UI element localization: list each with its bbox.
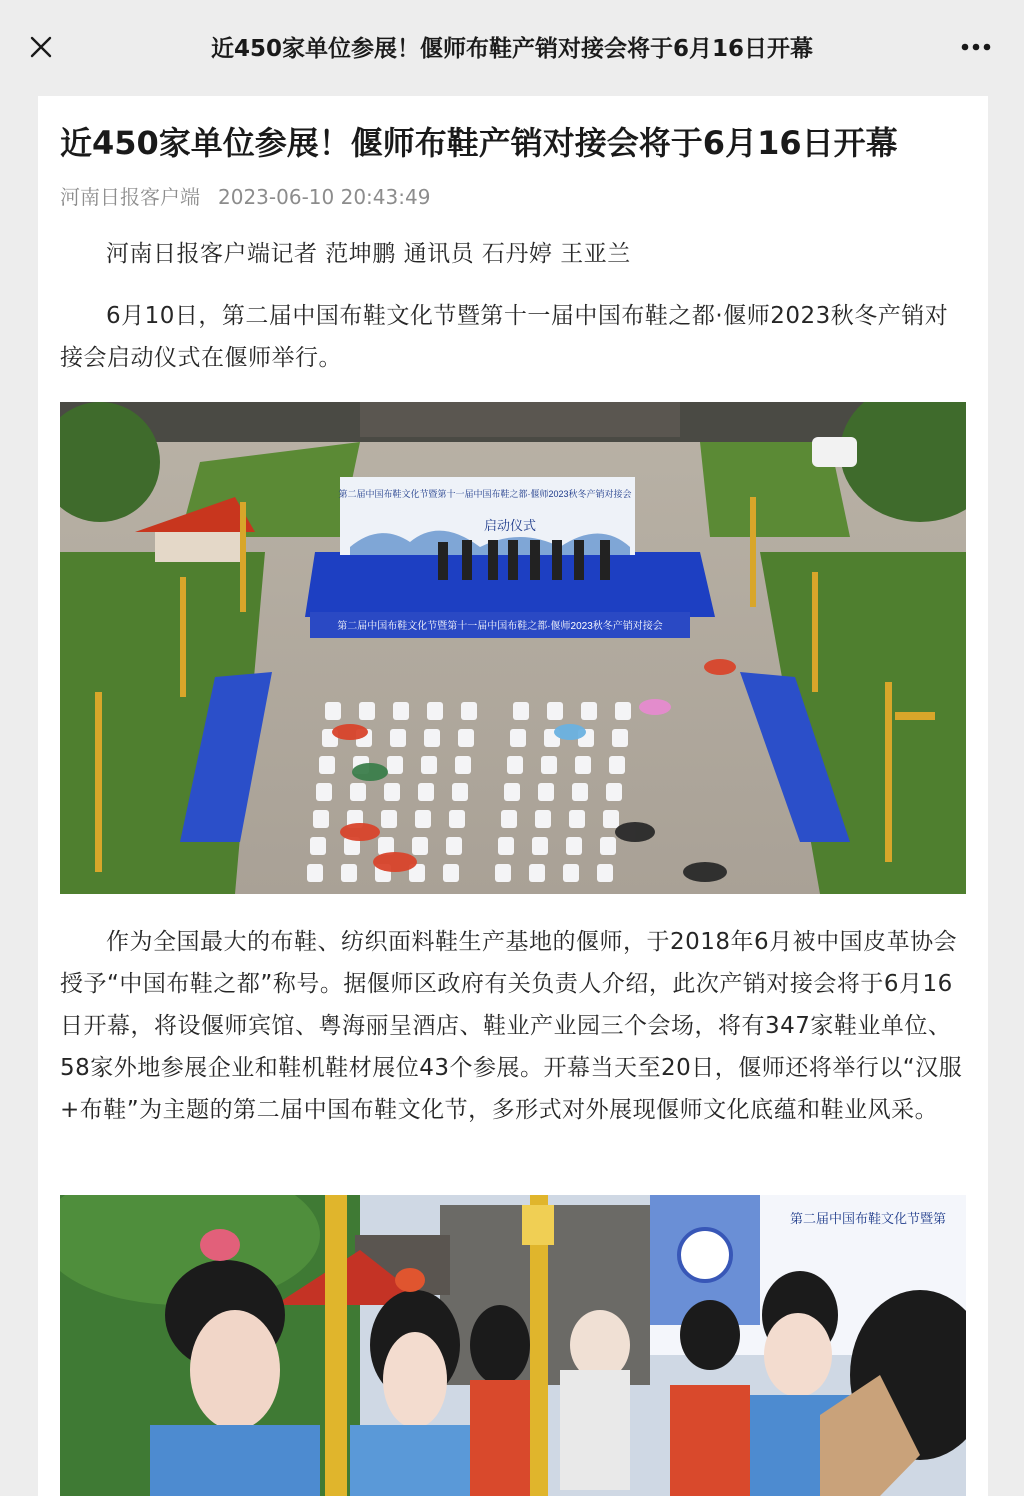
audience-chair [597,864,613,882]
audience-chair [513,702,529,720]
audience-chair [421,756,437,774]
audience-chair [341,864,357,882]
audience-chair [535,810,551,828]
audience-chair [449,810,465,828]
backdrop-title-text: 启动仪式 [483,519,537,534]
audience-chair [529,864,545,882]
audience-chair [504,783,520,801]
audience-chair [507,756,523,774]
hanfu-performers-photo[interactable] [60,1195,966,1496]
audience-chair [316,783,332,801]
audience-chair [452,783,468,801]
article-paragraph-1: 6月10日，第二届中国布鞋文化节暨第十一届中国布鞋之都·偃师2023秋冬产销对接会启动仪式在偃师举行。 [60,303,949,371]
audience-chair [612,729,628,747]
audience-chair [609,756,625,774]
audience-chair [310,837,326,855]
audience-chair [495,864,511,882]
audience-chair [455,756,471,774]
article-source[interactable]: 河南日报客户端 [60,185,200,209]
audience-chair [538,783,554,801]
article-card [38,96,988,1496]
audience-chair [319,756,335,774]
more-button[interactable] [950,28,1002,66]
audience-chair [350,783,366,801]
audience-chair [566,837,582,855]
article-meta [60,182,430,212]
more-horizontal-icon [961,43,991,51]
audience-chair [501,810,517,828]
audience-chair [569,810,585,828]
audience-chair [581,702,597,720]
close-button[interactable] [22,28,60,66]
ceremony-aerial-image [60,402,966,894]
audience-chair [418,783,434,801]
audience-chair [325,702,341,720]
backdrop-text: 第二届中国布鞋文化节暨第 [789,1211,947,1226]
backdrop-banner-text: 第二届中国布鞋文化节暨第十一届中国布鞋之都·偃师2023秋冬产销对接会 [338,489,632,499]
stage-banner-text: 第二届中国布鞋文化节暨第十一届中国布鞋之都·偃师2023秋冬产销对接会 [337,621,663,632]
audience-chair [541,756,557,774]
audience-chair [313,810,329,828]
audience-chair [424,729,440,747]
audience-chair [412,837,428,855]
audience-chair [415,810,431,828]
audience-chair [307,864,323,882]
article-paragraph-2: 作为全国最大的布鞋、纺织面料鞋生产基地的偃师，于2018年6月被中国皮革协会授予“中国布鞋之都”称号。据偃师区政府有关负责人介绍，此次产销对接会将于6月16日开幕，将设偃师宾馆、粤海丽呈酒店、鞋业产业园三个会场，将有347家鞋业单位、58家外地参展企业和鞋机鞋材展位43个参展。开幕当天至20日，偃师还将举行以“汉服+布鞋”为主题的第二届中国布鞋文化节，多形式对外展现偃师文化底蕴和鞋业风采。 [60,929,963,1123]
audience-chair [603,810,619,828]
audience-chair [384,783,400,801]
audience-chair [547,702,563,720]
ceremony-aerial-photo[interactable] [60,402,966,894]
audience-chair [393,702,409,720]
audience-chair [390,729,406,747]
audience-chair [387,756,403,774]
audience-chair [575,756,591,774]
article-time: 2023-06-10 20:43:49 [218,185,431,209]
audience-chair [600,837,616,855]
audience-chair [446,837,462,855]
audience-chair [498,837,514,855]
audience-chair [427,702,443,720]
hanfu-performers-image [60,1195,966,1496]
nav-title: 近450家单位参展！偃师布鞋产销对接会将于6月16日开幕 [210,36,814,62]
audience-chair [615,702,631,720]
audience-chair [381,810,397,828]
audience-chair [443,864,459,882]
audience-chair [572,783,588,801]
article-byline: 河南日报客户端记者 范坤鹏 通讯员 石丹婷 王亚兰 [106,241,631,267]
article-title: 近450家单位参展！偃师布鞋产销对接会将于6月16日开幕 [60,124,898,162]
audience-chair [510,729,526,747]
audience-chair [461,702,477,720]
audience-chair [563,864,579,882]
audience-chair [532,837,548,855]
audience-chair [606,783,622,801]
close-icon [29,35,53,59]
audience-chair [359,702,375,720]
audience-chair [458,729,474,747]
top-nav-bar [0,0,1024,92]
